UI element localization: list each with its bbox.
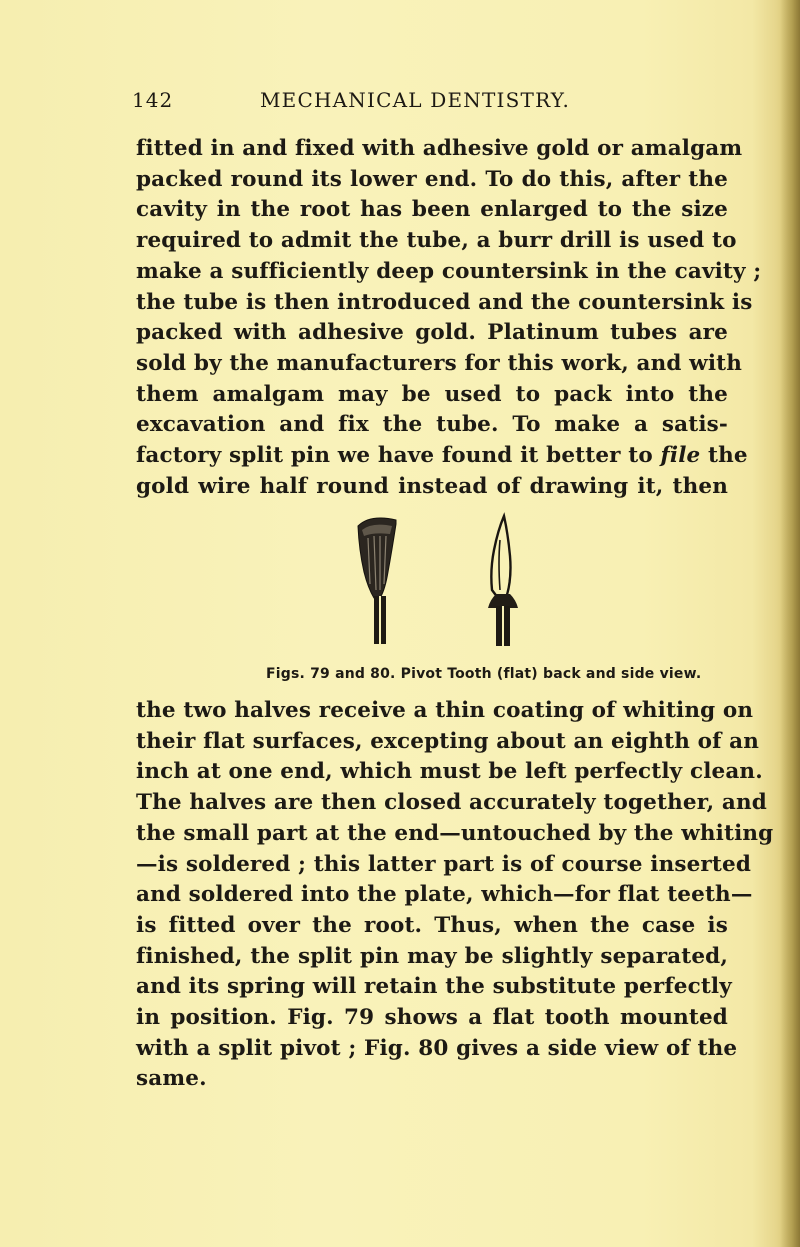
italic-word: file xyxy=(660,443,701,469)
text-line-with-italic xyxy=(136,441,748,472)
text-line: with a split pivot ; Fig. 80 gives a side view of the xyxy=(136,1035,738,1061)
text-line: finished, the split pin may be slightly separated, xyxy=(136,943,728,969)
text-line: same. xyxy=(136,1066,207,1092)
pivot-tooth-figure xyxy=(330,510,530,660)
text-line: is fitted over the root. Thus, when the case is xyxy=(136,912,728,938)
paragraph-top xyxy=(136,134,762,502)
text-line: packed round its lower end. To do this, after the xyxy=(136,166,728,192)
pivot-tooth-side-view-icon xyxy=(488,516,518,646)
page-number: 142 xyxy=(132,88,174,112)
text-line: required to admit the tube, a burr drill is used to xyxy=(136,228,737,254)
text-line: gold wire half round instead of drawing it, then xyxy=(136,473,728,499)
text-line: the two halves receive a thin coating of whiting on xyxy=(136,698,754,723)
text-line: excavation and fix the tube. To make a satis- xyxy=(136,412,728,438)
text-line: —is soldered ; this latter part is of course inserted xyxy=(136,851,751,877)
text-line: cavity in the root has been enlarged to the size xyxy=(136,197,728,223)
text-line: and soldered into the plate, which—for flat teeth— xyxy=(136,882,753,908)
text-segment: factory split pin we have found it better to xyxy=(136,443,653,469)
text-line: in position. Fig. 79 shows a flat tooth mounted xyxy=(136,1005,728,1031)
text-line: sold by the manufacturers for this work, and with xyxy=(136,350,743,376)
text-line: The halves are then closed accurately together, and xyxy=(136,790,767,816)
text-line: fitted in and fixed with adhesive gold or amalgam xyxy=(136,136,743,161)
text-line: inch at one end, which must be left perfectly clean. xyxy=(136,759,763,785)
text-line: and its spring will retain the substitute perfectly xyxy=(136,974,732,1000)
text-line: them amalgam may be used to pack into the xyxy=(136,381,728,407)
text-line: packed with adhesive gold. Platinum tubes are xyxy=(136,320,728,346)
page-edge-shadow xyxy=(780,0,800,1247)
text-line: the tube is then introduced and the countersink is xyxy=(136,289,753,315)
pivot-tooth-back-view-icon xyxy=(358,518,396,644)
paragraph-bottom xyxy=(136,696,774,1095)
text-line: their flat surfaces, excepting about an eighth of an xyxy=(136,728,760,754)
text-line: the small part at the end—untouched by the whiting xyxy=(136,820,774,846)
text-line: make a sufficiently deep countersink in the cavity ; xyxy=(136,258,762,284)
text-segment: the xyxy=(700,443,748,469)
page-header xyxy=(132,88,692,116)
figure-caption: Figs. 79 and 80. Pivot Tooth (flat) back and side view. xyxy=(266,666,702,682)
running-title: MECHANICAL DENTISTRY. xyxy=(260,88,571,112)
